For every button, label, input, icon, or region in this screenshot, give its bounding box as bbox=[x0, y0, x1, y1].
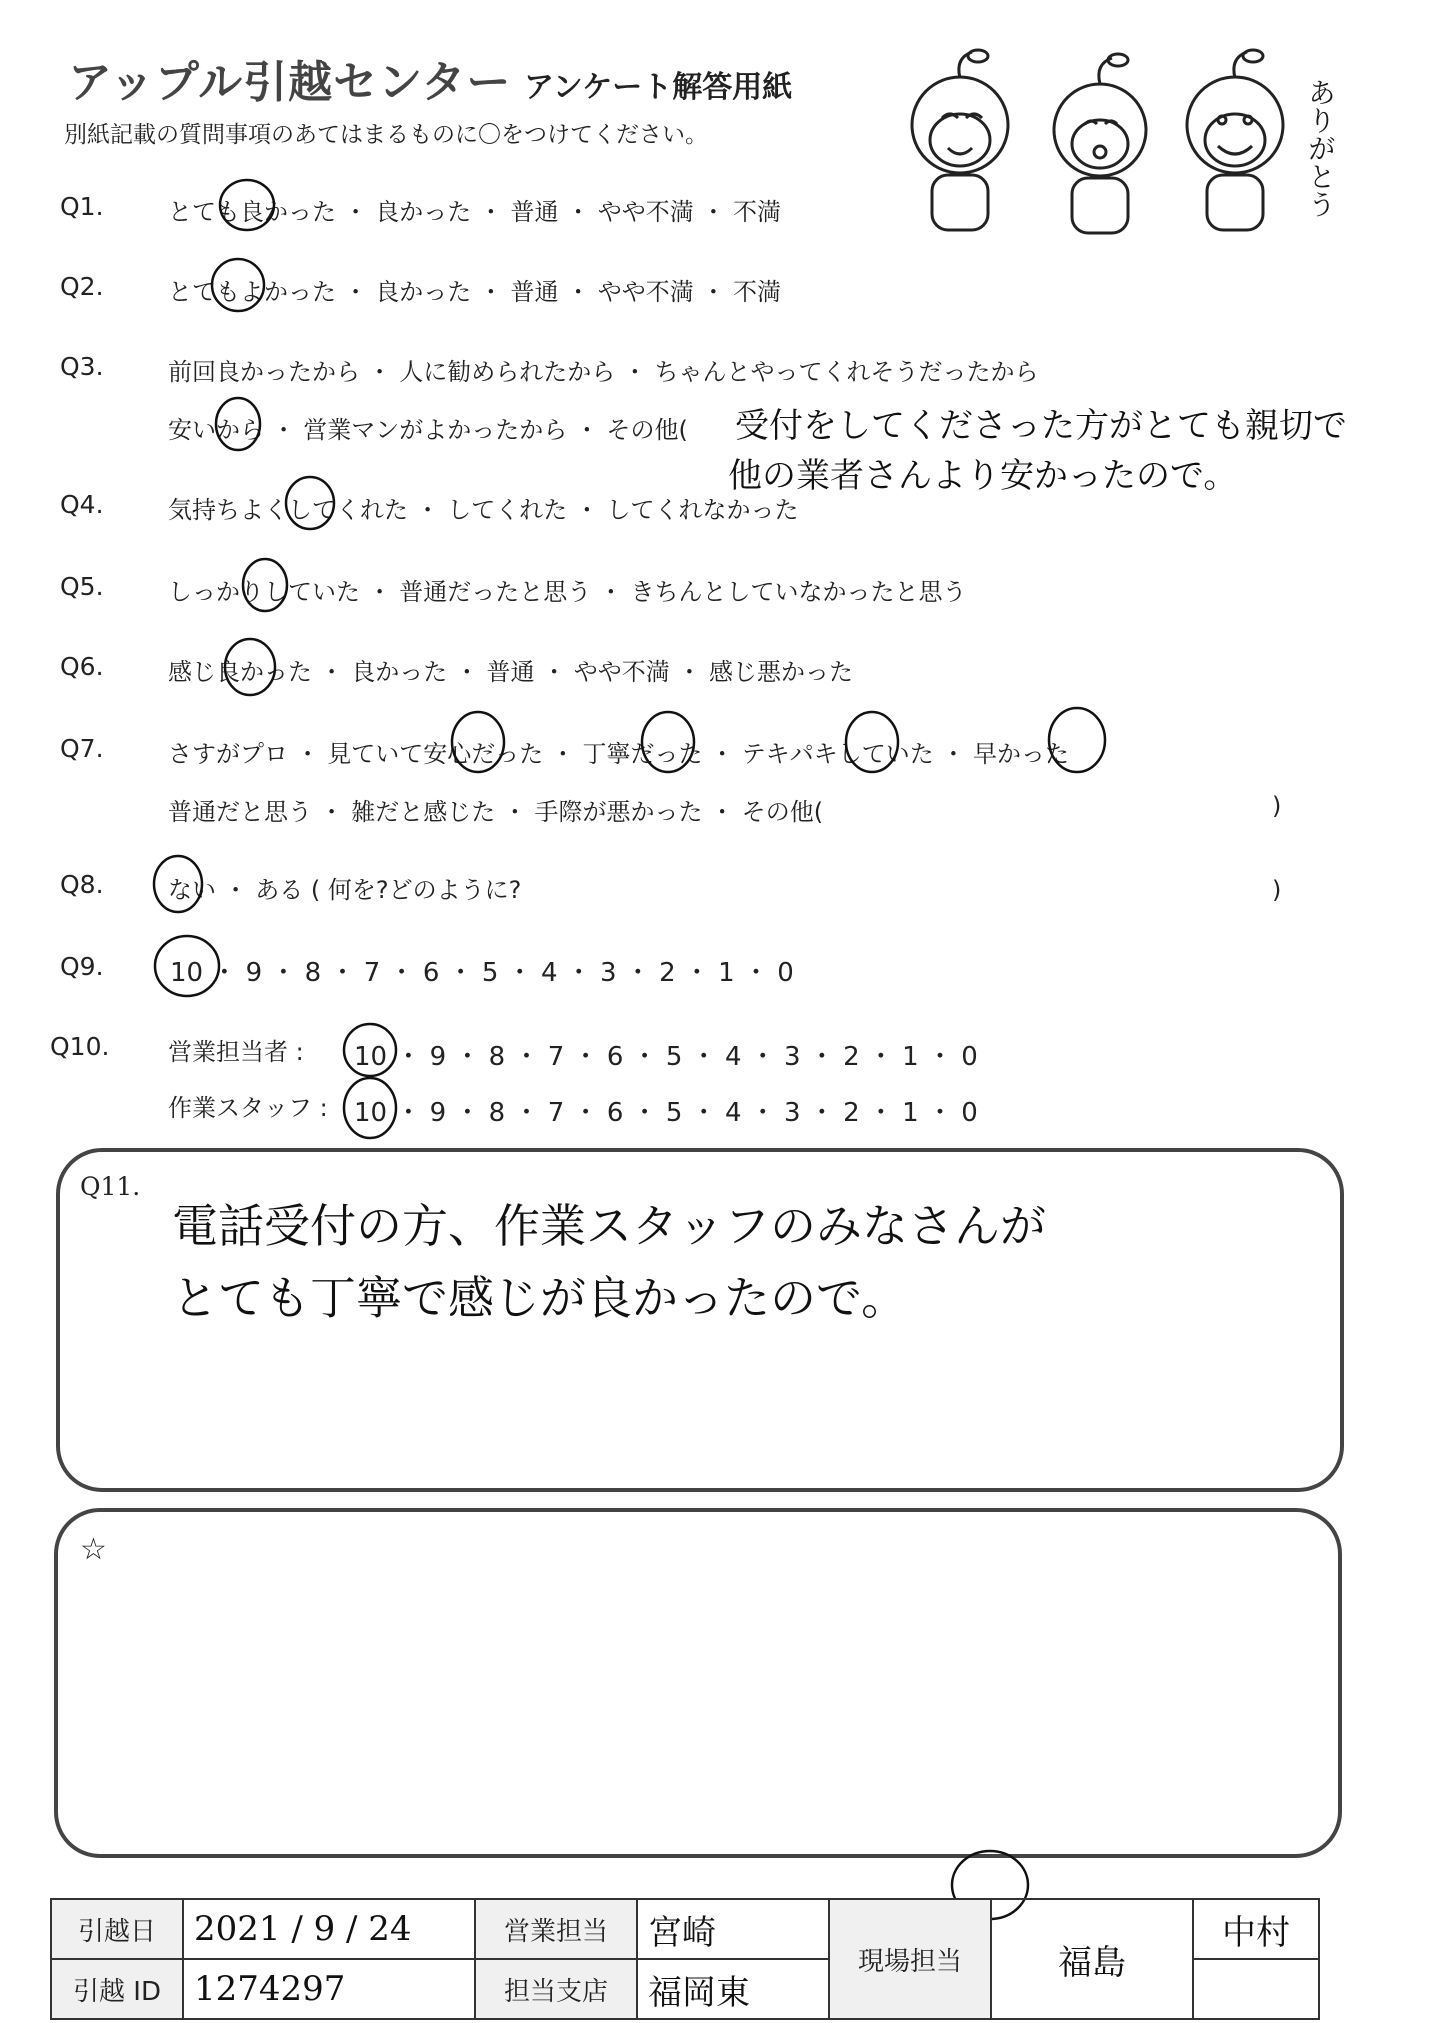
q7-close-paren: ) bbox=[1272, 792, 1282, 820]
q10-staff-circle-mark bbox=[344, 1078, 396, 1138]
q2-circle-mark bbox=[212, 259, 264, 311]
q3-circle-mark bbox=[216, 398, 260, 450]
move-id-label: 引越 ID bbox=[51, 1959, 183, 2019]
move-date-label: 引越日 bbox=[51, 1899, 183, 1959]
q5-circle-mark bbox=[243, 559, 287, 611]
q1-circle-mark bbox=[220, 180, 274, 230]
q3-options-line1[interactable]: 前回良かったから ・ 人に勧められたから ・ ちゃんとやってくれそうだったから bbox=[168, 358, 1039, 386]
q3-other-handwriting-2: 他の業者さんより安かったので。 bbox=[728, 456, 1238, 496]
q11-label: Q11. bbox=[80, 1172, 141, 1201]
move-id-value: 1274297 bbox=[183, 1959, 475, 2019]
q11-handwriting-2: とても丁寧で感じが良かったので。 bbox=[172, 1271, 908, 1325]
q10-staff-label: 作業スタッフ : bbox=[168, 1094, 328, 1122]
q10-sales-label: 営業担当者 : bbox=[168, 1038, 304, 1066]
q6-circle-mark bbox=[225, 639, 275, 695]
q2-options[interactable]: とてもよかった ・ 良かった ・ 普通 ・ やや不満 ・ 不満 bbox=[168, 278, 782, 306]
q8-close-paren: ) bbox=[1272, 876, 1282, 904]
form-subtitle: アンケート解答用紙 bbox=[524, 70, 793, 105]
q5-label: Q5. bbox=[60, 572, 104, 601]
q10-sales-scale[interactable]: 10 ・ 9 ・ 8 ・ 7 ・ 6 ・ 5 ・ 4 ・ 3 ・ 2 ・ 1 ・ 0 bbox=[354, 1042, 978, 1072]
site-value-1: 福島 bbox=[991, 1899, 1193, 2019]
q2-label: Q2. bbox=[60, 272, 104, 301]
q9-scale[interactable]: 10 ・ 9 ・ 8 ・ 7 ・ 6 ・ 5 ・ 4 ・ 3 ・ 2 ・ 1 ・ 0 bbox=[170, 958, 794, 988]
q8-label: Q8. bbox=[60, 870, 104, 899]
q7-circle-mark-1 bbox=[452, 712, 504, 772]
q4-options[interactable]: 気持ちよくしてくれた ・ してくれた ・ してくれなかった bbox=[168, 496, 799, 524]
q9-label: Q9. bbox=[60, 952, 104, 981]
info-table bbox=[50, 1898, 1320, 2020]
branch-label: 担当支店 bbox=[475, 1959, 637, 2019]
q11-handwriting-1: 電話受付の方、作業スタッフのみなさんが bbox=[172, 1199, 1046, 1253]
q6-label: Q6. bbox=[60, 652, 104, 681]
site-label: 現場担当 bbox=[829, 1899, 991, 2019]
q3-label: Q3. bbox=[60, 352, 104, 381]
q8-circle-mark bbox=[154, 856, 202, 912]
q7-label: Q7. bbox=[60, 734, 104, 763]
move-date-value: 2021 / 9 / 24 bbox=[183, 1899, 475, 1959]
q7-options-line2[interactable]: 普通だと思う ・ 雑だと感じた ・ 手際が悪かった ・ その他( bbox=[168, 798, 824, 826]
q4-circle-mark bbox=[286, 477, 334, 529]
q10-staff-scale[interactable]: 10 ・ 9 ・ 8 ・ 7 ・ 6 ・ 5 ・ 4 ・ 3 ・ 2 ・ 1 ・ 0 bbox=[354, 1098, 978, 1128]
site-empty-cell bbox=[1193, 1959, 1319, 2019]
site-value-2: 中村 bbox=[1193, 1899, 1319, 1959]
q6-options[interactable]: 感じ良かった ・ 良かった ・ 普通 ・ やや不満 ・ 感じ悪かった bbox=[168, 658, 854, 686]
sales-label: 営業担当 bbox=[475, 1899, 637, 1959]
q7-circle-mark-4 bbox=[1049, 708, 1105, 772]
q10-sales-circle-mark bbox=[344, 1024, 396, 1076]
instruction-text: 別紙記載の質問事項のあてはまるものに〇をつけてください。 bbox=[64, 122, 708, 148]
q5-options[interactable]: しっかりしていた ・ 普通だったと思う ・ きちんとしていなかったと思う bbox=[168, 578, 967, 606]
q8-options[interactable]: ない ・ ある ( 何を?どのように? bbox=[168, 876, 522, 904]
q7-options-line1[interactable]: さすがプロ ・ 見ていて安心だった ・ 丁寧だった ・ テキパキしていた ・ 早かった bbox=[168, 740, 1070, 768]
q7-circle-mark-2 bbox=[642, 712, 694, 772]
sales-value: 宮崎 bbox=[637, 1899, 829, 1959]
q7-circle-mark-3 bbox=[846, 712, 898, 772]
thanks-text: ありがとう bbox=[1304, 78, 1337, 218]
q3-options-line2[interactable]: 安いから ・ 営業マンがよかったから ・ その他( bbox=[168, 416, 688, 444]
q4-label: Q4. bbox=[60, 490, 104, 519]
star-label: ☆ bbox=[80, 1532, 107, 1567]
q9-circle-mark bbox=[155, 936, 219, 996]
q3-other-handwriting-1: 受付をしてくださった方がとても親切で bbox=[735, 406, 1347, 446]
company-title: アップル引越センター bbox=[68, 57, 512, 108]
q10-label: Q10. bbox=[50, 1032, 110, 1061]
q1-options[interactable]: とても良かった ・ 良かった ・ 普通 ・ やや不満 ・ 不満 bbox=[168, 198, 782, 226]
q1-label: Q1. bbox=[60, 192, 104, 221]
branch-value: 福岡東 bbox=[637, 1959, 829, 2019]
